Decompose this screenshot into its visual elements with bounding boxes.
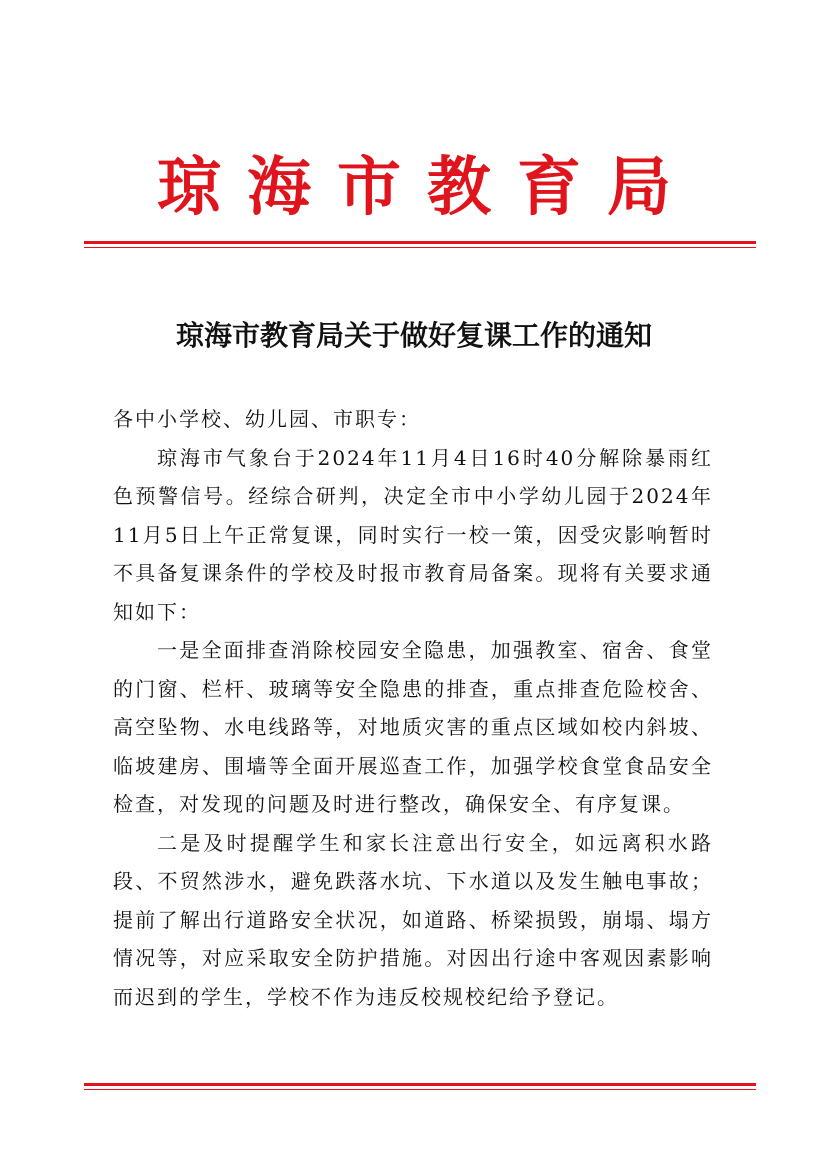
footer-divider-thin — [84, 1089, 756, 1090]
header-divider-thick — [84, 241, 756, 244]
header-divider-thin — [84, 247, 756, 248]
document-title: 琼海市教育局关于做好复课工作的通知 — [175, 319, 652, 352]
document-body — [113, 400, 713, 1016]
paragraph-item-two: 二是及时提醒学生和家长注意出行安全，如远离积水路段、不贸然涉水，避免跌落水坑、下水道以及发生触电事故；提前了解出行道路安全状况，如道路、桥梁损毁，崩塌、塌方情况等，对应采取安全防护措施。对因出行途中客观因素影响而迟到的学生，学校不作为违反校规校纪给予登记。 — [113, 830, 713, 1009]
paragraph-intro: 琼海市气象台于2024年11月4日16时40分解除暴雨红色预警信号。经综合研判，决定全市中小学幼儿园于2024年11月5日上午正常复课，同时实行一校一策，因受灾影响暂时不具备复课条件的学校及时报市教育局备案。现将有关要求通知如下： — [113, 445, 713, 624]
paragraph-item-one: 一是全面排查消除校园安全隐患，加强教室、宿舍、食堂的门窗、栏杆、玻璃等安全隐患的排查，重点排查危险校舍、高空坠物、水电线路等，对地质灾害的重点区域如校内斜坡、临坡建房、围墙等全面开展巡查工作，加强学校食堂食品安全检查，对发现的问题及时进行整改，确保安全、有序复课。 — [113, 638, 713, 816]
masthead-title: 琼海市教育局 — [157, 150, 697, 225]
salutation: 各中小学校、幼儿园、市职专： — [113, 407, 421, 431]
footer-divider-thick — [84, 1083, 756, 1086]
